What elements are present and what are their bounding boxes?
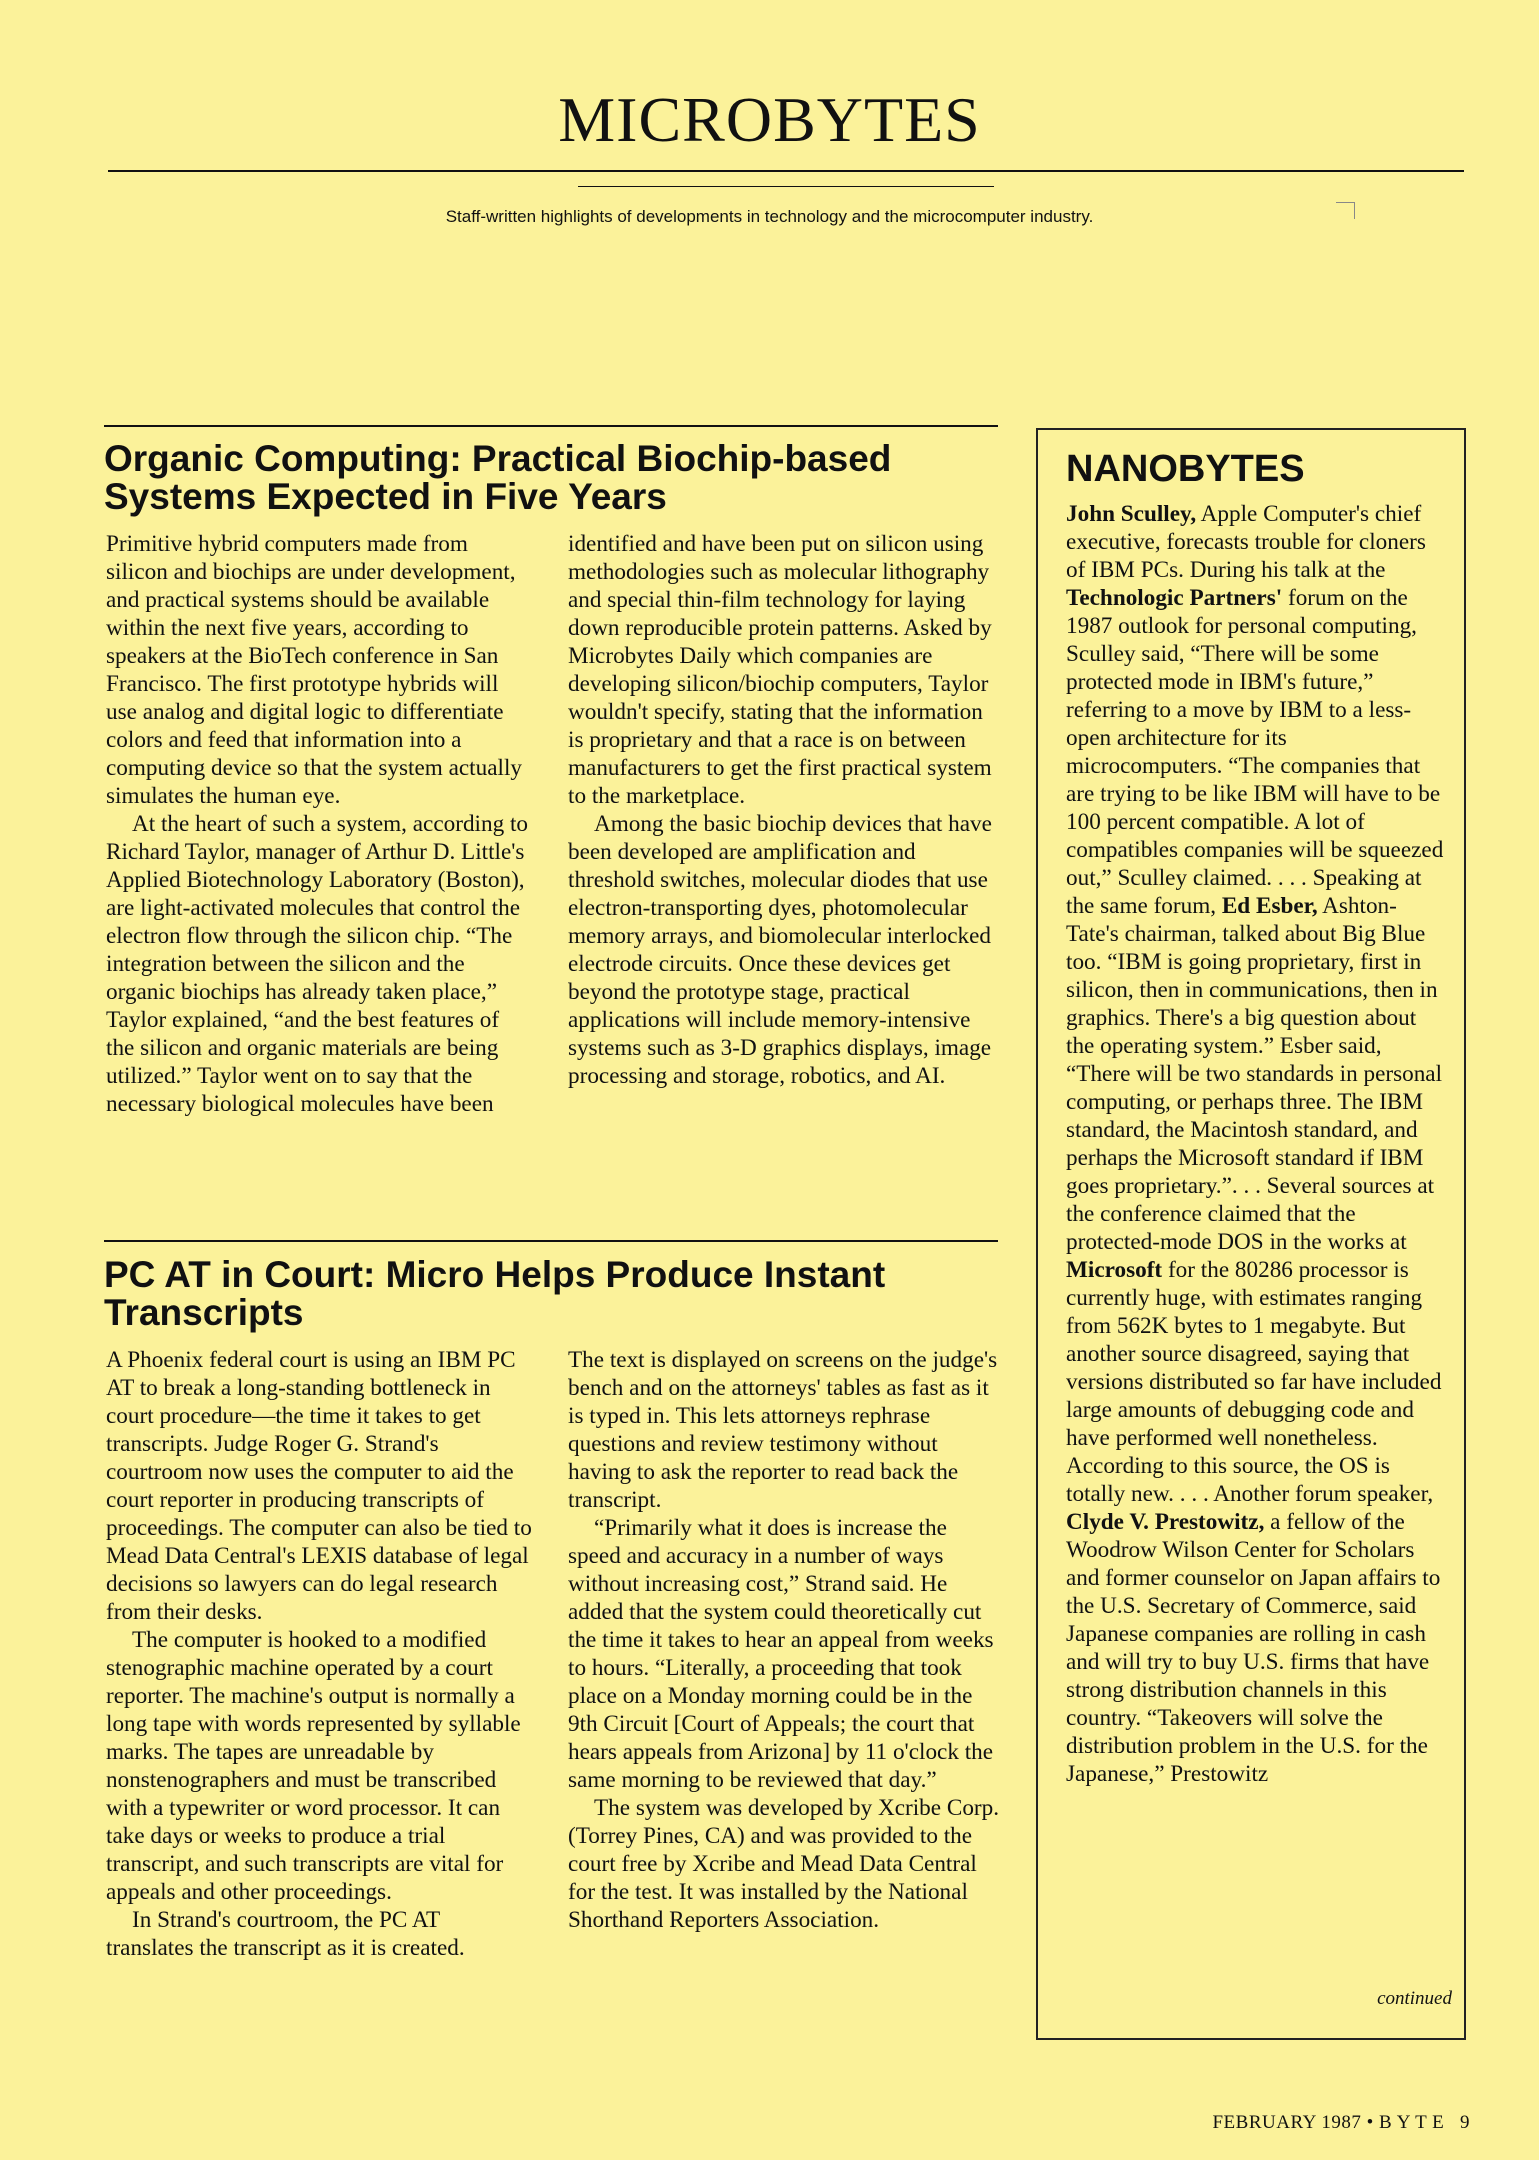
nanobytes-segment: for the 80286 processor is currently huge, with estimates ranging from 562K bytes to 1 megabyte. But another source disagreed, saying that versions distributed so far have included large amounts of debugging code and have performed well nonetheless. According to this source, the OS is totally new. . . . Another forum speaker, [1066,1257,1442,1507]
article1-col2-p1: identified and have been put on silicon using methodologies such as molecular lithography and special thin-film technology for laying down reproducible protein patterns. Asked by Microbytes Daily which companies are developing silicon/biochip computers, Taylor wouldn't specify, stating that the information is proprietary and that a race is on between manufacturers to get the first practical system to the marketplace. [568,531,992,809]
page-footer [1060,2112,1470,2134]
masthead-subtitle: Staff-written highlights of developments in technology and the microcomputer industry. [445,207,1094,226]
article1-headline: Organic Computing: Practical Biochip-based Systems Expected in Five Years [104,438,892,517]
article2-col1-p3: In Strand's courtroom, the PC AT translates the transcript as it is created. [106,1907,465,1961]
masthead-title: MICROBYTES [558,84,981,155]
article2-col2 [568,1346,1000,1934]
article2-col1 [106,1346,532,1962]
nanobytes-segment: forum on the 1987 outlook for personal computing, Sculley said, “There will be some protected mode in IBM's future,” referring to a move by IBM to a less-open architecture for its microcomputers. “The companies that are trying to be like IBM will have to be 100 percent compatible. A lot of compatibles companies will be squeezed out,” Sculley claimed. . . . Speaking at the same forum, [1066,585,1444,919]
article1-col1-p2: At the heart of such a system, according to Richard Taylor, manager of Arthur D. Little's Applied Biotechnology Laboratory (Boston), are light-activated molecules that control the electron flow through the silicon chip. “The integration between the silicon and the organic biochips has already taken place,” Taylor explained, “and the best features of the silicon and organic materials are being utilized.” Taylor went on to say that the necessary biological molecules have been [106,811,528,1117]
page-number: 9 [1460,2112,1470,2133]
article2-col1-p2: The computer is hooked to a modified stenographic machine operated by a court reporter. The machine's output is normally a long tape with words represented by syllable marks. The tapes are unreadable by nonstenographers and must be transcribed with a typewriter or word processor. It can take days or weeks to produce a trial transcript, and such transcripts are vital for appeals and other proceedings. [106,1627,521,1905]
masthead-rule [108,170,1464,172]
nanobytes-text [1066,500,1446,1788]
article1-rule [104,425,998,427]
nanobytes-title: NANOBYTES [1066,448,1305,490]
nanobytes-name: Clyde V. Prestowitz, [1066,1509,1265,1535]
article1-col2 [568,530,998,1090]
nanobytes-continued: continued [1377,1988,1452,2009]
article2-col2-p2: “Primarily what it does is increase the speed and accuracy in a number of ways without increasing cost,” Strand said. He added that the system could theoretically cut the time it takes to hear an appeal from weeks to hours. “Literally, a proceeding that took place on a Monday morning could be in the 9th Circuit [Court of Appeals; the court that hears appeals from Arizona] by 11 o'clock the same morning to be reviewed that day.” [568,1515,994,1793]
article2-col2-p3: The system was developed by Xcribe Corp. (Torrey Pines, CA) and was provided to the court free by Xcribe and Mead Data Central for the test. It was installed by the National Shorthand Reporters Association. [568,1795,1000,1933]
article2-col2-p1: The text is displayed on screens on the judge's bench and on the attorneys' tables as fast as it is typed in. This lets attorneys rephrase questions and review testimony without having to ask the reporter to read back the transcript. [568,1347,998,1513]
masthead-short-rule [578,186,994,187]
nanobytes-segment: Ashton-Tate's chairman, talked about Big Blue too. “IBM is going proprietary, first in silicon, then in communications, then in graphics. There's a big question about the operating system.” Esber said, “There will be two standards in personal computing, or perhaps three. The IBM standard, the Macintosh standard, and perhaps the Microsoft standard if IBM goes proprietary.”. . . Several sources at the conference claimed that the protected-mode DOS in the works at [1066,893,1443,1255]
article2-headline: PC AT in Court: Micro Helps Produce Instant Transcripts [104,1254,886,1333]
article1-col2-p2: Among the basic biochip devices that have been developed are amplification and threshold switches, molecular diodes that use electron-transporting dyes, photomolecular memory arrays, and biomolecular interlocked electrode circuits. Once these devices get beyond the prototype stage, practical applications will include memory-intensive systems such as 3-D graphics displays, image processing and storage, robotics, and AI. [568,811,992,1089]
corner-mark [1336,202,1355,219]
article2-col1-p1: A Phoenix federal court is using an IBM PC AT to break a long-standing bottleneck in court procedure—the time it takes to get transcripts. Judge Roger G. Strand's courtroom now uses the computer to aid the court reporter in producing transcripts of proceedings. The computer can also be tied to Mead Data Central's LEXIS database of legal decisions so lawyers can do legal research from their desks. [106,1347,532,1625]
nanobytes-name: Ed Esber, [1221,893,1318,919]
article1-col1-p1: Primitive hybrid computers made from silicon and biochips are under development, and practical systems should be available within the next five years, according to speakers at the BioTech conference in San Francisco. The first prototype hybrids will use analog and digital logic to differentiate colors and feed that information into a computing device so that the system actually simulates the human eye. [106,531,522,809]
nanobytes-segment: a fellow of the Woodrow Wilson Center for Scholars and former counselor on Japan affairs to the U.S. Secretary of Commerce, said Japanese companies are rolling in cash and will try to buy U.S. firms that have strong distribution channels in this country. “Takeovers will solve the distribution problem in the U.S. for the Japanese,” Prestowitz [1066,1509,1441,1787]
nanobytes-segment: Apple Computer's chief executive, forecasts trouble for cloners of IBM PCs. During his talk at the [1066,501,1426,583]
nanobytes-name: John Sculley, [1066,501,1197,527]
nanobytes-name: Microsoft [1066,1257,1163,1283]
footer-issue: FEBRUARY 1987 • B Y T E [1212,2112,1445,2133]
article1-col1 [106,530,528,1118]
nanobytes-name: Technologic Partners' [1066,585,1283,611]
article2-rule [104,1240,998,1242]
